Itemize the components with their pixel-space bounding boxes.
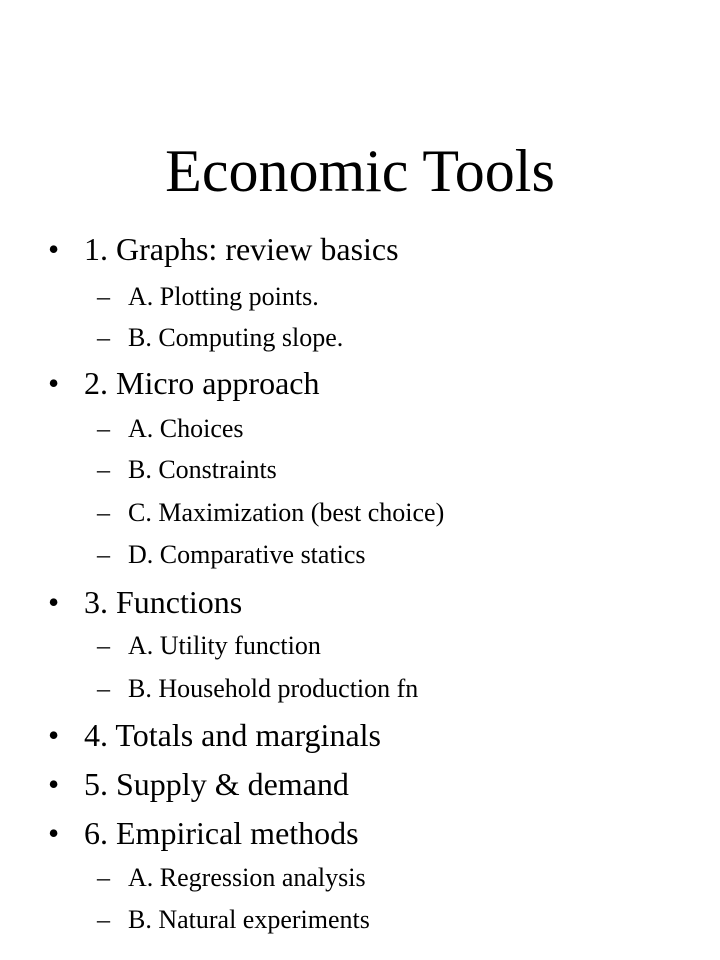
outline-item [48,716,381,754]
dash-marker: – [97,323,110,352]
dash-marker: – [97,414,110,443]
bullet-marker: • [48,766,60,802]
outline-item-text: 5. Supply & demand [84,766,349,802]
outline-subitem [97,674,418,704]
outline-subitem-text: B. Computing slope. [128,323,344,352]
dash-marker: – [97,674,110,703]
dash-marker: – [97,631,110,660]
slide-title: Economic Tools [165,138,555,204]
dash-marker: – [97,498,110,527]
outline-subitem [97,455,277,485]
dash-marker: – [97,455,110,484]
outline-subitem-text: A. Plotting points. [128,282,319,311]
outline-item [48,230,399,268]
outline-subitem [97,323,343,353]
outline-item [48,814,359,852]
outline-subitem [97,540,366,570]
outline-subitem-text: A. Choices [128,414,244,443]
outline-subitem-text: B. Household production fn [128,674,419,703]
outline-item-text: 4. Totals and marginals [84,717,381,753]
bullet-marker: • [48,584,60,620]
bullet-marker: • [48,717,60,753]
outline-item [48,765,349,803]
dash-marker: – [97,863,110,892]
dash-marker: – [97,905,110,934]
outline-subitem-text: A. Utility function [128,631,321,660]
outline-item-text: 3. Functions [84,584,243,620]
outline-subitem [97,905,370,935]
bullet-marker: • [48,365,60,401]
dash-marker: – [97,540,110,569]
outline-subitem [97,282,319,312]
outline-subitem-text: A. Regression analysis [128,863,366,892]
outline-item [48,364,319,402]
outline-subitem [97,863,366,893]
bullet-marker: • [48,815,60,851]
outline-subitem [97,498,444,528]
outline-item-text: 6. Empirical methods [84,815,359,851]
outline-item-text: 1. Graphs: review basics [84,231,399,267]
dash-marker: – [97,282,110,311]
outline-subitem [97,414,244,444]
outline-item [48,583,242,621]
outline-subitem-text: B. Constraints [128,455,277,484]
outline-subitem-text: D. Comparative statics [128,540,366,569]
outline-subitem-text: C. Maximization (best choice) [128,498,445,527]
outline-subitem-text: B. Natural experiments [128,905,370,934]
bullet-marker: • [48,231,60,267]
outline-subitem [97,631,321,661]
outline-item-text: 2. Micro approach [84,365,320,401]
